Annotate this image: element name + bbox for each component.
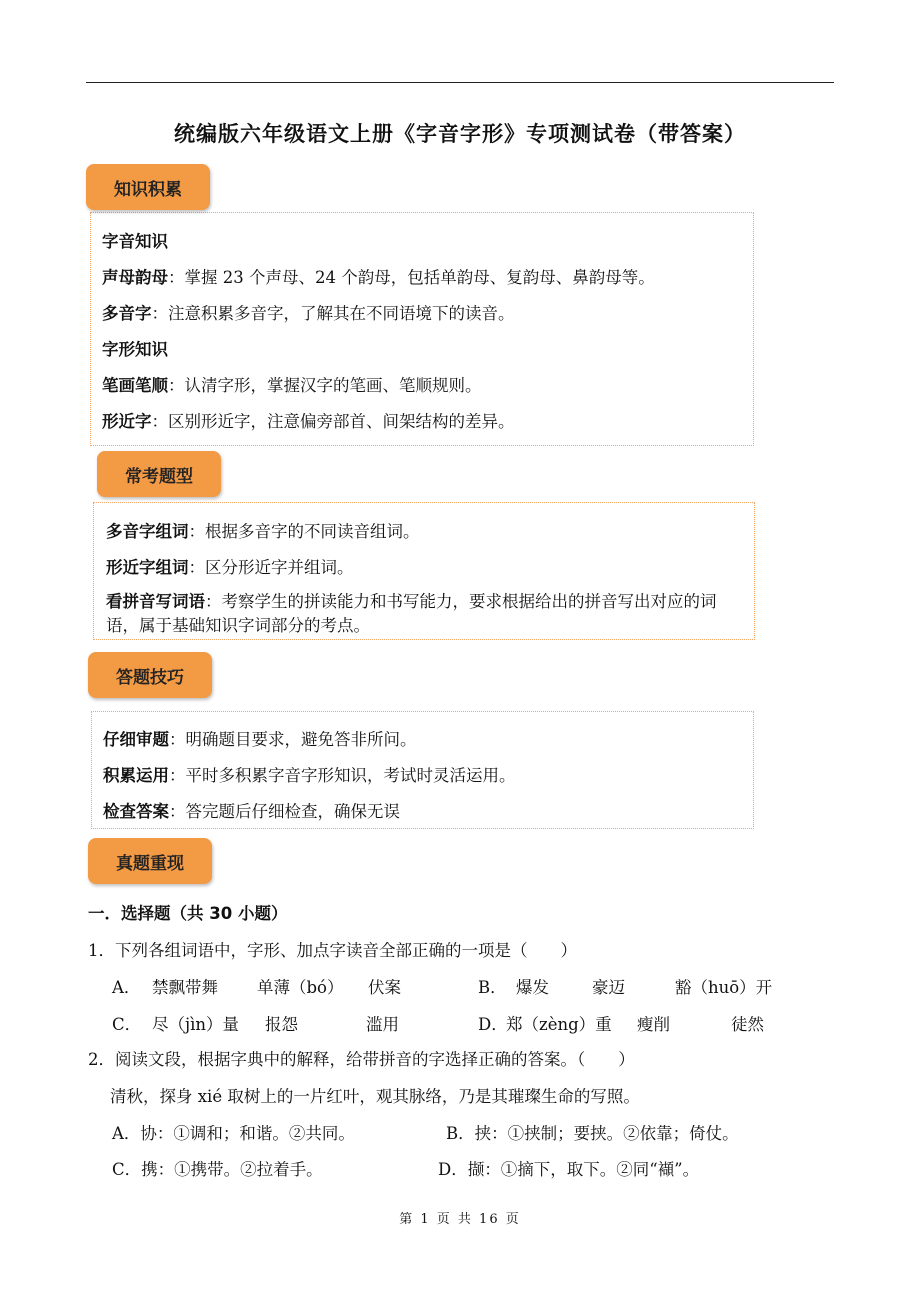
q1-option-c-word1: 尽（jìn）量	[152, 1015, 240, 1034]
q1-option-d-word2: 瘦削	[637, 1015, 670, 1034]
knowledge-item: 形近字：区别形近字，注意偏旁部首、间架结构的差异。	[102, 412, 515, 431]
q1-option-a-word3: 伏案	[368, 978, 401, 997]
tips-item: 仔细审题：明确题目要求，避免答非所问。	[103, 730, 417, 749]
shape-heading: 字形知识	[102, 340, 168, 359]
tab-types: 常考题型	[97, 451, 221, 497]
q1-option-b-word3: 豁（huō）开	[675, 978, 773, 997]
q2-option-c: C．携：①携带。②拉着手。	[112, 1160, 323, 1179]
q2-option-d: D．撷：①摘下，取下。②同“襭”。	[438, 1160, 700, 1179]
types-item: 看拼音写词语：考察学生的拼读能力和书写能力，要求根据给出的拼音写出对应的词语，属于基础知识字词部分的考点。	[106, 592, 717, 635]
q1-option-b-word2: 豪迈	[592, 978, 625, 997]
types-item: 形近字组词：区分形近字并组词。	[106, 558, 354, 577]
q2-option-b: B．挟：①挟制；要挟。②依靠；倚仗。	[446, 1124, 739, 1143]
q1-option-d-word1: 郑（zèng）重	[506, 1015, 612, 1034]
q1-option-d-letter: D．	[478, 1015, 508, 1034]
tips-item: 积累运用：平时多积累字音字形知识，考试时灵活运用。	[103, 766, 516, 785]
page-title: 统编版六年级语文上册《字音字形》专项测试卷（带答案）	[174, 121, 746, 146]
tips-item: 检查答案：答完题后仔细检查，确保无误	[103, 802, 400, 821]
knowledge-item: 笔画笔顺：认清字形，掌握汉字的笔画、笔顺规则。	[102, 376, 482, 395]
q1-option-a-letter: A．	[112, 978, 141, 997]
tab-real: 真题重现	[88, 838, 212, 884]
q1-option-b-word1: 爆发	[516, 978, 549, 997]
tab-knowledge: 知识积累	[86, 164, 210, 210]
knowledge-item: 声母韵母：掌握 23 个声母、24 个韵母，包括单韵母、复韵母、鼻韵母等。	[102, 268, 655, 287]
q1-option-a-word1: 禁飘带舞	[152, 978, 218, 997]
q2-option-a: A．协：①调和；和谐。②共同。	[112, 1124, 355, 1143]
part-title: 一．选择题（共 30 小题）	[88, 904, 288, 923]
q1-option-c-letter: C．	[112, 1015, 142, 1034]
q1-option-b-letter: B．	[478, 978, 507, 997]
sound-heading: 字音知识	[102, 232, 168, 251]
question-2-passage: 清秋，探身 xié 取树上的一片红叶，观其脉络，乃是其璀璨生命的写照。	[110, 1087, 640, 1106]
question-2-stem: 2．阅读文段，根据字典中的解释，给带拼音的字选择正确的答案。（ ）	[88, 1050, 635, 1069]
top-rule	[86, 82, 834, 83]
q1-option-a-word2: 单薄（bó）	[257, 978, 344, 997]
knowledge-item: 多音字：注意积累多音字，了解其在不同语境下的读音。	[102, 304, 515, 323]
tab-tips: 答题技巧	[88, 652, 212, 698]
types-item: 多音字组词：根据多音字的不同读音组词。	[106, 522, 420, 541]
question-1-stem: 1．下列各组词语中，字形、加点字读音全部正确的一项是（ ）	[88, 941, 577, 960]
q1-option-c-word2: 报怨	[265, 1015, 298, 1034]
q1-option-c-word3: 滥用	[366, 1015, 399, 1034]
page-footer: 第 1 页 共 16 页	[399, 1212, 521, 1227]
q1-option-d-word3: 徒然	[731, 1015, 764, 1034]
